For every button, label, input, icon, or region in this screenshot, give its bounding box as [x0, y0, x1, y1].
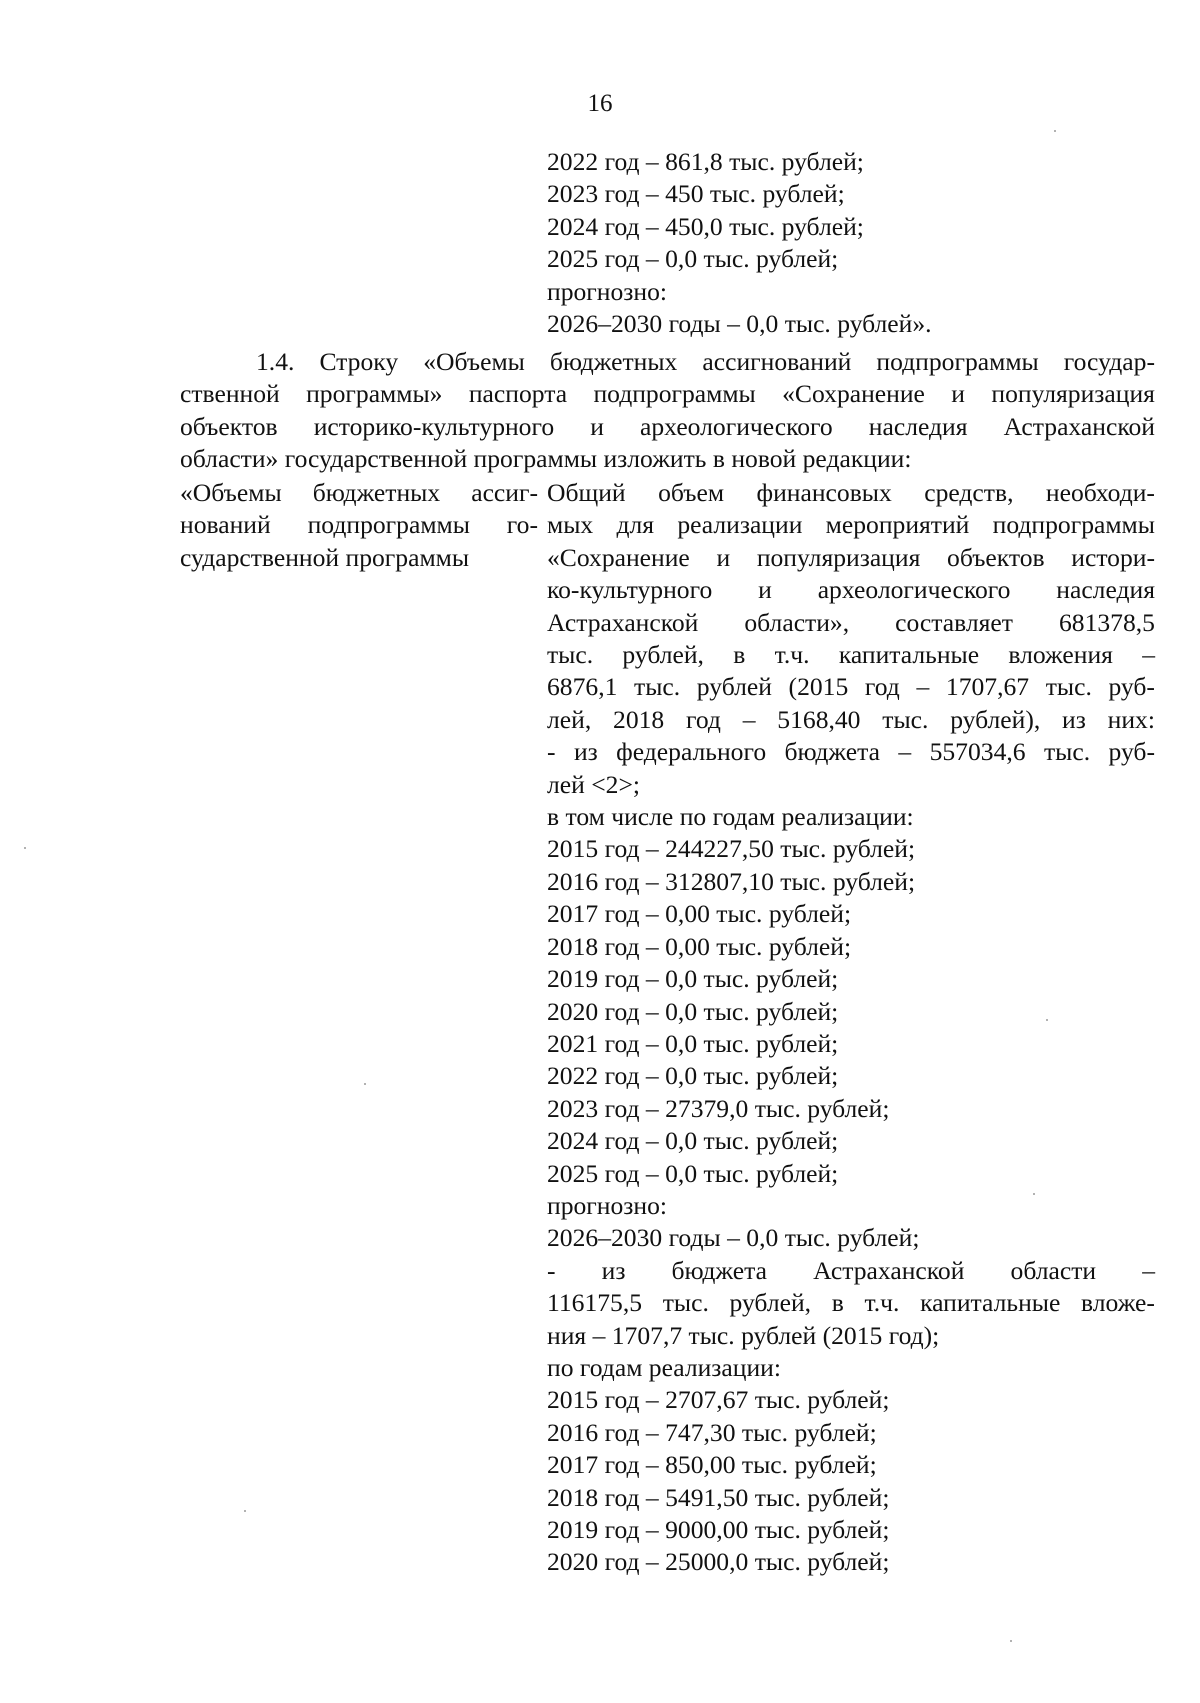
word: ственной: [180, 379, 280, 409]
value-line: [547, 477, 1155, 509]
word: тыс.: [547, 640, 594, 670]
word: (2015: [788, 672, 849, 702]
scan-speck: [364, 1083, 366, 1085]
word: капитальные: [838, 640, 980, 670]
word: и: [590, 411, 604, 441]
word: 5168,40: [777, 704, 861, 734]
value-line: лей <2>;: [547, 769, 641, 799]
passport-row-label: [180, 477, 538, 574]
value-line: по годам реализации:: [547, 1352, 781, 1382]
word: подпрограммы: [307, 510, 470, 540]
word: реализации: [677, 510, 803, 540]
word: –: [1142, 640, 1155, 670]
word: из: [1062, 704, 1086, 734]
word: вложения: [1008, 640, 1113, 670]
word: паспорта: [468, 379, 568, 409]
funding-line: 2024 год – 450,0 тыс. рублей;: [547, 211, 864, 241]
value-line: 2017 год – 0,00 тыс. рублей;: [547, 899, 852, 929]
word: 681378,5: [1058, 607, 1155, 637]
funding-line: 2023 год – 450 тыс. рублей;: [547, 179, 845, 209]
word: «Сохранение: [782, 379, 925, 409]
value-line: 2026–2030 годы – 0,0 тыс. рублей;: [547, 1223, 920, 1253]
word: рублей),: [950, 704, 1041, 734]
word: Астраханской: [1003, 411, 1155, 441]
funding-line: 2022 год – 861,8 тыс. рублей;: [547, 147, 864, 176]
paragraph-line: [180, 378, 1155, 410]
paragraph-line: [180, 346, 1155, 378]
word: области»,: [744, 607, 850, 637]
word: необходи-: [1045, 478, 1155, 507]
value-line: [547, 607, 1155, 639]
word: руб-: [1108, 672, 1155, 702]
scan-speck: [1010, 1640, 1012, 1642]
word: бюджета: [671, 1255, 767, 1285]
value-line: ния – 1707,7 тыс. рублей (2015 год);: [547, 1320, 940, 1350]
word: из: [573, 737, 598, 767]
word: федерального: [616, 737, 767, 767]
word: объектов: [947, 542, 1045, 572]
value-line: 2019 год – 0,0 тыс. рублей;: [547, 964, 839, 994]
value-line: 2015 год – 2707,67 тыс. рублей;: [547, 1385, 890, 1415]
word: тыс.: [634, 672, 681, 702]
word: ко-культурного: [547, 575, 713, 605]
word: -: [547, 737, 556, 767]
word: составляет: [895, 607, 1013, 637]
word: год: [864, 672, 900, 702]
value-line: 2022 год – 0,0 тыс. рублей;: [547, 1061, 839, 1091]
passport-row-value: [547, 477, 1155, 1579]
scan-speck: [1033, 1193, 1035, 1195]
value-line: 2017 год – 850,00 тыс. рублей;: [547, 1450, 877, 1480]
word: нований: [180, 510, 271, 540]
word: подпрограммы: [992, 510, 1155, 540]
word: -: [547, 1255, 556, 1285]
word: рублей,: [729, 1288, 812, 1318]
word: вложе-: [1081, 1288, 1155, 1318]
value-line: 2023 год – 27379,0 тыс. рублей;: [547, 1093, 890, 1123]
word: капитальные: [920, 1288, 1061, 1318]
value-line: 2020 год – 0,0 тыс. рублей;: [547, 996, 839, 1026]
word: –: [898, 737, 912, 767]
word: наследия: [1056, 575, 1155, 605]
paragraph-line: области» государственной программы изложить в новой редакции:: [180, 444, 912, 474]
word: археологического: [817, 575, 1011, 605]
word: подпрограммы: [876, 347, 1039, 376]
word: для: [616, 510, 655, 540]
scan-speck: [24, 847, 26, 849]
funding-line: 2025 год – 0,0 тыс. рублей;: [547, 244, 839, 274]
value-line: [547, 639, 1155, 671]
word: бюджета: [784, 737, 880, 767]
word: ассиг-: [471, 478, 538, 507]
word: них:: [1107, 704, 1155, 734]
word: –: [742, 704, 756, 734]
word: рублей,: [622, 640, 704, 670]
word: тыс.: [882, 704, 929, 734]
scan-speck: [244, 1510, 246, 1512]
word: го-: [506, 510, 538, 540]
value-line: [547, 704, 1155, 736]
value-line: [547, 1255, 1155, 1287]
word: Астраханской: [547, 607, 699, 637]
funding-line: прогнозно:: [547, 276, 667, 306]
word: Астраханской: [813, 1255, 965, 1285]
word: тыс.: [662, 1288, 709, 1318]
value-line: [547, 671, 1155, 703]
label-line: сударственной программы: [180, 542, 470, 572]
value-line: 2025 год – 0,0 тыс. рублей;: [547, 1158, 839, 1188]
word: финансовых: [756, 478, 892, 507]
value-line: прогнозно:: [547, 1190, 667, 1220]
word: бюджетных: [549, 347, 678, 376]
word: из: [601, 1255, 626, 1285]
word: и: [716, 542, 731, 572]
word: подпрограммы: [593, 379, 756, 409]
word: в: [831, 1288, 844, 1318]
word: т.ч.: [774, 640, 810, 670]
word: 1707,67: [945, 672, 1030, 702]
word: «Объемы: [423, 347, 525, 376]
continued-funding-list: [547, 146, 932, 340]
word: объектов: [180, 411, 278, 441]
value-line: в том числе по годам реализации:: [547, 802, 914, 832]
label-line: [180, 477, 538, 509]
word: археологического: [640, 411, 833, 441]
word: 1.4.: [256, 347, 295, 376]
word: популяризация: [756, 542, 921, 572]
value-line: [547, 509, 1155, 541]
label-line: [180, 509, 538, 541]
word: историко-культурного: [313, 411, 555, 441]
word: тыс.: [1043, 737, 1091, 767]
word: области: [1010, 1255, 1097, 1285]
word: и: [951, 379, 965, 409]
amendment-paragraph: [180, 346, 1155, 476]
word: и: [758, 575, 772, 605]
word: т.ч.: [864, 1288, 900, 1318]
word: в: [733, 640, 746, 670]
word: Строку: [319, 347, 399, 376]
value-line: 2020 год – 25000,0 тыс. рублей;: [547, 1547, 890, 1577]
word: мероприятий: [825, 510, 970, 540]
word: мых: [547, 510, 594, 540]
value-line: 2018 год – 0,00 тыс. рублей;: [547, 931, 852, 961]
value-line: 2016 год – 312807,10 тыс. рублей;: [547, 866, 916, 896]
value-line: [547, 574, 1155, 606]
word: –: [1142, 1255, 1155, 1285]
value-line: 2024 год – 0,0 тыс. рублей;: [547, 1126, 839, 1156]
word: ассигнований: [702, 347, 852, 376]
page-number: 16: [587, 90, 613, 117]
paragraph-line: [180, 411, 1155, 443]
value-line: 2016 год – 747,30 тыс. рублей;: [547, 1417, 877, 1447]
scan-speck: [1054, 130, 1056, 132]
word: программы»: [306, 379, 443, 409]
word: 557034,6: [929, 737, 1026, 767]
scan-speck: [1046, 1019, 1048, 1021]
word: рублей: [696, 672, 772, 702]
word: руб-: [1108, 737, 1155, 767]
word: тыс.: [1045, 672, 1092, 702]
word: популяризация: [991, 379, 1155, 409]
value-line: 2019 год – 9000,00 тыс. рублей;: [547, 1515, 890, 1544]
word: государ-: [1063, 347, 1155, 376]
word: наследия: [868, 411, 968, 441]
word: лей,: [547, 704, 592, 734]
word: –: [916, 672, 930, 702]
word: бюджетных: [312, 478, 441, 507]
word: год: [685, 704, 721, 734]
value-line: [547, 542, 1155, 574]
value-line: [547, 736, 1155, 768]
word: 116175,5: [547, 1288, 643, 1318]
word: средств,: [924, 478, 1014, 507]
value-line: 2015 год – 244227,50 тыс. рублей;: [547, 834, 916, 864]
word: «Объемы: [180, 478, 282, 507]
word: Общий: [547, 478, 626, 507]
word: истори-: [1071, 542, 1155, 572]
word: 6876,1: [547, 672, 618, 702]
value-line: [547, 1287, 1155, 1319]
word: объем: [658, 478, 725, 507]
value-line: 2021 год – 0,0 тыс. рублей;: [547, 1028, 839, 1058]
funding-line: 2026–2030 годы – 0,0 тыс. рублей».: [547, 309, 932, 339]
word: 2018: [613, 704, 665, 734]
value-line: 2018 год – 5491,50 тыс. рублей;: [547, 1482, 890, 1512]
word: «Сохранение: [547, 542, 690, 572]
